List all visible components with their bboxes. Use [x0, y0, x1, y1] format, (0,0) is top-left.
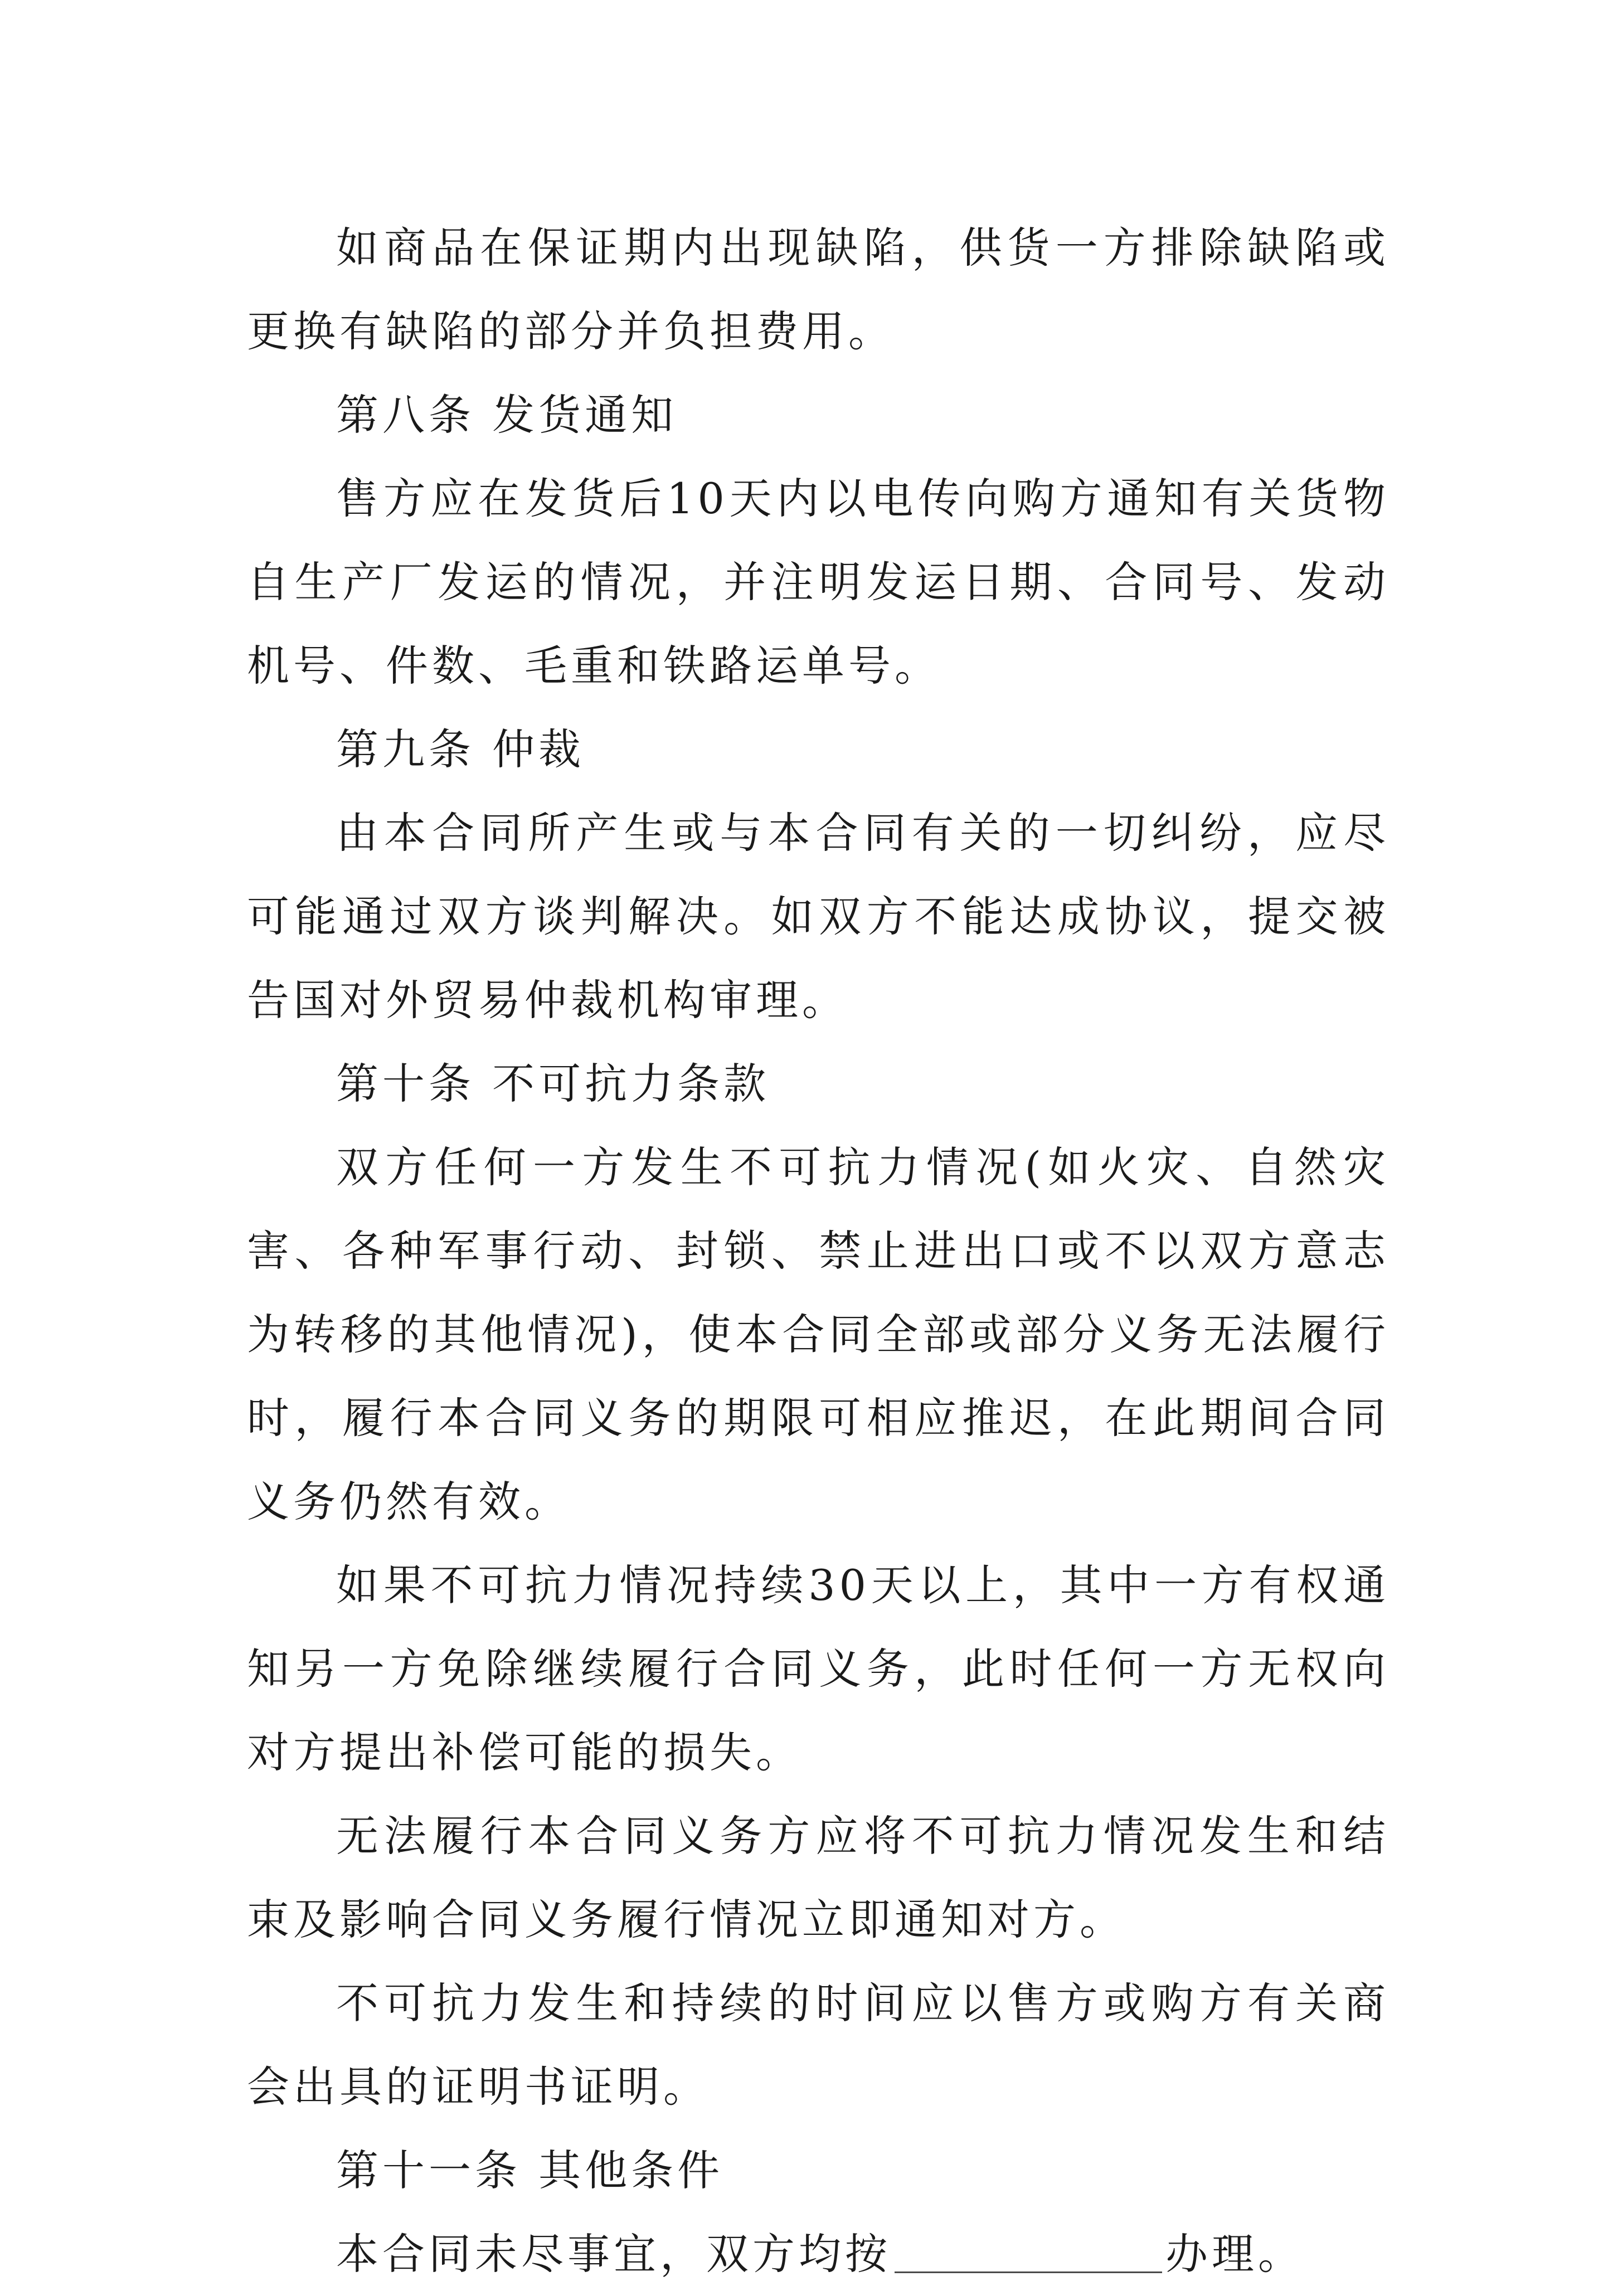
paragraph-force-majeure-duration: 如果不可抗力情况持续30天以上，其中一方有权通知另一方免除继续履行合同义务，此时任何一方无权向对方提出补偿可能的损失。 [247, 1560, 1389, 1777]
paragraph-shipping-notice: 售方应在发货后10天内以电传向购方通知有关货物自生产厂发运的情况，并注明发运日期、合同号、发动机号、件数、毛重和铁路运单号。 [247, 474, 1389, 690]
paragraph-force-majeure-notification: 无法履行本合同义务方应将不可抗力情况发生和结束及影响合同义务履行情况立即通知对方。 [247, 1811, 1389, 1944]
paragraph-other-matters [247, 2212, 1389, 2296]
document-body [247, 206, 1389, 2296]
article-11-heading: 第十一条 其他条件 [336, 2146, 724, 2195]
article-8-heading: 第八条 发货通知 [336, 390, 678, 440]
fill-in-blank-line [895, 2269, 1162, 2273]
paragraph-arbitration: 由本合同所产生或与本合同有关的一切纠纷，应尽可能通过双方谈判解决。如双方不能达成协议，提交被告国对外贸易仲裁机构审理。 [247, 808, 1389, 1025]
article-10-heading: 第十条 不可抗力条款 [336, 1059, 770, 1108]
paragraph-force-majeure-definition: 双方任何一方发生不可抗力情况(如火灾、自然灾害、各种军事行动、封锁、禁止进出口或不以双方意志为转移的其他情况)，使本合同全部或部分义务无法履行时，履行本合同义务的期限可相应推迟，在此期间合同义务仍然有效。 [247, 1142, 1389, 1526]
other-matters-text-before: 本合同未尽事宜，双方均按 [336, 2229, 891, 2279]
paragraph-force-majeure-certificate: 不可抗力发生和持续的时间应以售方或购方有关商会出具的证明书证明。 [247, 1978, 1389, 2112]
paragraph-warranty-defects: 如商品在保证期内出现缺陷，供货一方排除缺陷或更换有缺陷的部分并负担费用。 [247, 223, 1389, 356]
article-9-heading: 第九条 仲裁 [336, 724, 585, 774]
other-matters-text-after: 办理。 [1165, 2229, 1304, 2279]
